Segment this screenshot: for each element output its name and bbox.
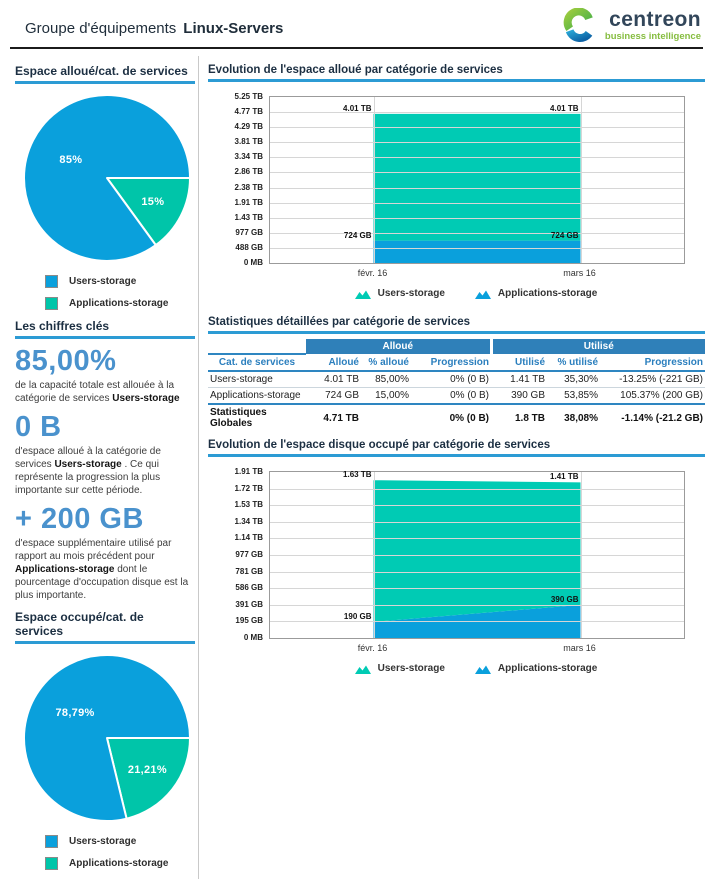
centreon-logo <box>562 8 701 44</box>
gridline <box>270 505 684 506</box>
area-allocated-title: Evolution de l'espace alloué par catégorie de services <box>208 64 705 82</box>
legend-item <box>475 288 597 299</box>
gridline <box>581 97 582 263</box>
legend-label: Applications-storage <box>69 298 169 309</box>
gridline <box>270 127 684 128</box>
page-title-prefix: Groupe d'équipements <box>25 20 177 37</box>
key-figure-text-after: . Ce qui représente la progression la plus importante sur cette période. <box>15 459 161 496</box>
column-header: Utilisé <box>491 354 547 371</box>
left-column <box>0 56 198 879</box>
legend-item <box>45 275 198 288</box>
column-header: Alloué <box>306 354 361 371</box>
gridline <box>270 588 684 589</box>
gridline <box>270 555 684 556</box>
table-cell: -13.25% (-221 GB) <box>600 371 705 388</box>
key-figure-text-bold: Users-storage <box>112 393 180 404</box>
pie-chart-allocated <box>22 93 192 263</box>
x-tick-label: févr. 16 <box>357 268 388 278</box>
y-tick-label: 4.77 TB <box>234 107 263 117</box>
legend-item <box>355 288 445 299</box>
gridline <box>270 248 684 249</box>
column-header: Progression <box>411 354 491 371</box>
legend-swatch <box>45 275 58 288</box>
key-figure-text-before: de la capacité totale est allouée à la catégorie de services <box>15 380 174 404</box>
table-cell: 53,85% <box>547 388 600 405</box>
area-legend-icon <box>475 289 491 299</box>
group-header-allocated: Alloué <box>306 339 491 354</box>
legend-item <box>45 835 198 848</box>
gridline <box>270 621 684 622</box>
gridline <box>270 142 684 143</box>
legend-label: Users-storage <box>69 836 137 847</box>
area-legend-icon <box>475 664 491 674</box>
y-tick-label: 0 MB <box>243 633 263 642</box>
point-label: 390 GB <box>550 594 579 604</box>
point-label: 1.41 TB <box>550 472 579 482</box>
x-tick-label: févr. 16 <box>357 643 388 653</box>
stats-table-title: Statistiques détaillées par catégorie de services <box>208 316 705 334</box>
gridline <box>374 97 375 263</box>
table-cell: 0% (0 B) <box>449 412 490 424</box>
pie-legend-used <box>45 835 198 870</box>
key-figure-text-after: dont le pourcentage d'occupation disque est la plus importante. <box>15 564 189 601</box>
legend-swatch <box>45 857 58 870</box>
y-tick-label: 1.72 TB <box>234 483 263 493</box>
gridline <box>270 203 684 204</box>
point-label: 190 GB <box>343 611 372 621</box>
x-axis-labels <box>269 643 683 655</box>
y-tick-label: 1.91 TB <box>234 197 263 207</box>
key-figure-text-before: d'espace alloué à la catégorie de services <box>15 446 161 470</box>
column-header: % utilisé <box>547 354 600 371</box>
key-figure-value: + 200 GB <box>15 503 144 535</box>
brand-name: centreon <box>609 8 701 31</box>
point-label: 724 GB <box>550 230 579 240</box>
area-used-title: Evolution de l'espace disque occupé par catégorie de services <box>208 439 705 457</box>
x-tick-label: mars 16 <box>563 643 596 653</box>
brand-tagline: business intelligence <box>604 31 701 42</box>
area-legend-icon <box>355 664 371 674</box>
key-figures-title: Les chiffres clés <box>15 319 195 339</box>
plot-area <box>269 96 685 264</box>
pie-slice-label: 15% <box>141 195 165 208</box>
centreon-logo-icon <box>562 8 598 44</box>
table-cell: 390 GB <box>491 388 547 405</box>
area-chart-used <box>208 467 705 683</box>
y-tick-label: 195 GB <box>235 616 263 626</box>
plot-area <box>269 471 685 639</box>
legend-label: Applications-storage <box>497 663 598 674</box>
legend-label: Users-storage <box>377 288 445 299</box>
key-figure-text <box>15 445 198 497</box>
key-figure-value: 85,00% <box>15 345 117 377</box>
area-series-users-storage <box>374 480 581 622</box>
gridline <box>270 572 684 573</box>
column-header: Cat. de services <box>208 354 306 371</box>
column-header: Progression <box>600 354 705 371</box>
legend-swatch <box>45 297 58 310</box>
centreon-logo-text <box>605 10 701 42</box>
group-header-used: Utilisé <box>491 339 705 354</box>
content-columns <box>0 56 713 879</box>
key-figure-text-bold: Users-storage <box>54 459 122 470</box>
y-tick-label: 1.53 TB <box>234 500 263 510</box>
y-axis-labels <box>208 92 263 267</box>
table-cell: Users-storage <box>208 371 306 388</box>
y-tick-label: 977 GB <box>235 550 263 559</box>
key-figure-text-before: d'espace supplémentaire utilisé par rapport au mois précédent pour <box>15 538 172 562</box>
point-label: 1.63 TB <box>343 470 372 480</box>
table-cell: Applications-storage <box>208 388 306 405</box>
x-tick-label: mars 16 <box>563 268 596 278</box>
y-axis-labels <box>208 467 263 642</box>
y-tick-label: 781 GB <box>235 566 263 576</box>
pie-legend-allocated <box>45 275 198 310</box>
table-cell: -1.14% (-21.2 GB) <box>621 412 703 424</box>
table-group-header-row <box>208 339 705 354</box>
table-cell: 15,00% <box>361 388 411 405</box>
y-tick-label: 2.38 TB <box>234 182 263 192</box>
y-tick-label: 2.86 TB <box>234 167 263 177</box>
legend-label: Users-storage <box>377 663 445 674</box>
stats-table <box>208 339 705 431</box>
legend-label: Applications-storage <box>69 858 169 869</box>
y-tick-label: 488 GB <box>235 242 263 252</box>
area-legend-icon <box>355 289 371 299</box>
key-figure-text-bold: Applications-storage <box>15 564 115 575</box>
point-label: 4.01 TB <box>550 103 579 113</box>
y-tick-label: 391 GB <box>235 599 263 609</box>
header-divider <box>10 47 703 49</box>
legend-item <box>475 663 597 674</box>
table-cell <box>361 404 411 431</box>
table-header-row <box>208 354 705 371</box>
legend-label: Applications-storage <box>497 288 598 299</box>
area-series-applications-storage <box>374 241 581 263</box>
y-tick-label: 977 GB <box>235 227 263 237</box>
table-cell: 1.41 TB <box>491 371 547 388</box>
column-header: % alloué <box>361 354 411 371</box>
page-title <box>25 20 283 37</box>
gridline <box>270 157 684 158</box>
table-cell: 1.8 TB <box>515 412 546 424</box>
table-cell: 4.01 TB <box>306 371 361 388</box>
key-figure-value: 0 B <box>15 411 62 443</box>
table-cell: 724 GB <box>306 388 361 405</box>
y-tick-label: 1.91 TB <box>234 467 263 476</box>
gridline <box>270 218 684 219</box>
gridline <box>374 472 375 638</box>
table-cell: 0% (0 B) <box>411 371 491 388</box>
key-figure-text <box>15 537 198 602</box>
report-header <box>0 0 713 56</box>
y-tick-label: 4.29 TB <box>234 122 263 132</box>
table-cell: 0% (0 B) <box>411 388 491 405</box>
chart-legend <box>269 288 683 299</box>
area-series-users-storage <box>374 114 581 241</box>
gridline <box>270 489 684 490</box>
table-cell: 105.37% (200 GB) <box>600 388 705 405</box>
gridline <box>270 605 684 606</box>
legend-item <box>355 663 445 674</box>
pie-slice-label: 85% <box>59 153 83 166</box>
table-row <box>208 388 705 405</box>
y-tick-label: 1.14 TB <box>234 533 263 543</box>
point-label: 724 GB <box>343 230 372 240</box>
x-axis-labels <box>269 268 683 280</box>
table-cell: 4.71 TB <box>323 412 359 424</box>
table-cell: 85,00% <box>361 371 411 388</box>
y-tick-label: 3.81 TB <box>234 137 263 147</box>
y-tick-label: 586 GB <box>235 583 263 593</box>
y-tick-label: 0 MB <box>243 258 263 267</box>
legend-swatch <box>45 835 58 848</box>
area-chart-allocated <box>208 92 705 308</box>
table-row <box>208 371 705 388</box>
gridline <box>270 538 684 539</box>
right-column <box>198 56 713 879</box>
gridline <box>270 522 684 523</box>
point-label: 4.01 TB <box>343 103 372 113</box>
pie-slice-label: 78,79% <box>55 707 95 720</box>
page-title-name: Linux-Servers <box>183 20 284 37</box>
chart-legend <box>269 663 683 674</box>
table-row-global <box>208 404 705 431</box>
pie-allocated-title: Espace alloué/cat. de services <box>15 64 195 84</box>
y-tick-label: 1.43 TB <box>234 212 263 222</box>
pie-slice-label: 21,21% <box>127 764 167 777</box>
table-cell: 38,08% <box>564 412 599 424</box>
gridline <box>270 172 684 173</box>
legend-label: Users-storage <box>69 276 137 287</box>
pie-chart-used <box>22 653 192 823</box>
y-tick-label: 5.25 TB <box>234 92 263 101</box>
table-cell: Statistiques Globales <box>210 407 267 429</box>
y-tick-label: 1.34 TB <box>234 516 263 526</box>
legend-item <box>45 857 198 870</box>
table-cell: 35,30% <box>547 371 600 388</box>
gridline <box>270 188 684 189</box>
gridline <box>270 112 684 113</box>
key-figure-text <box>15 379 198 405</box>
y-tick-label: 3.34 TB <box>234 152 263 162</box>
gridline <box>581 472 582 638</box>
pie-used-title: Espace occupé/cat. de services <box>15 610 195 644</box>
legend-item <box>45 297 198 310</box>
gridline <box>270 233 684 234</box>
